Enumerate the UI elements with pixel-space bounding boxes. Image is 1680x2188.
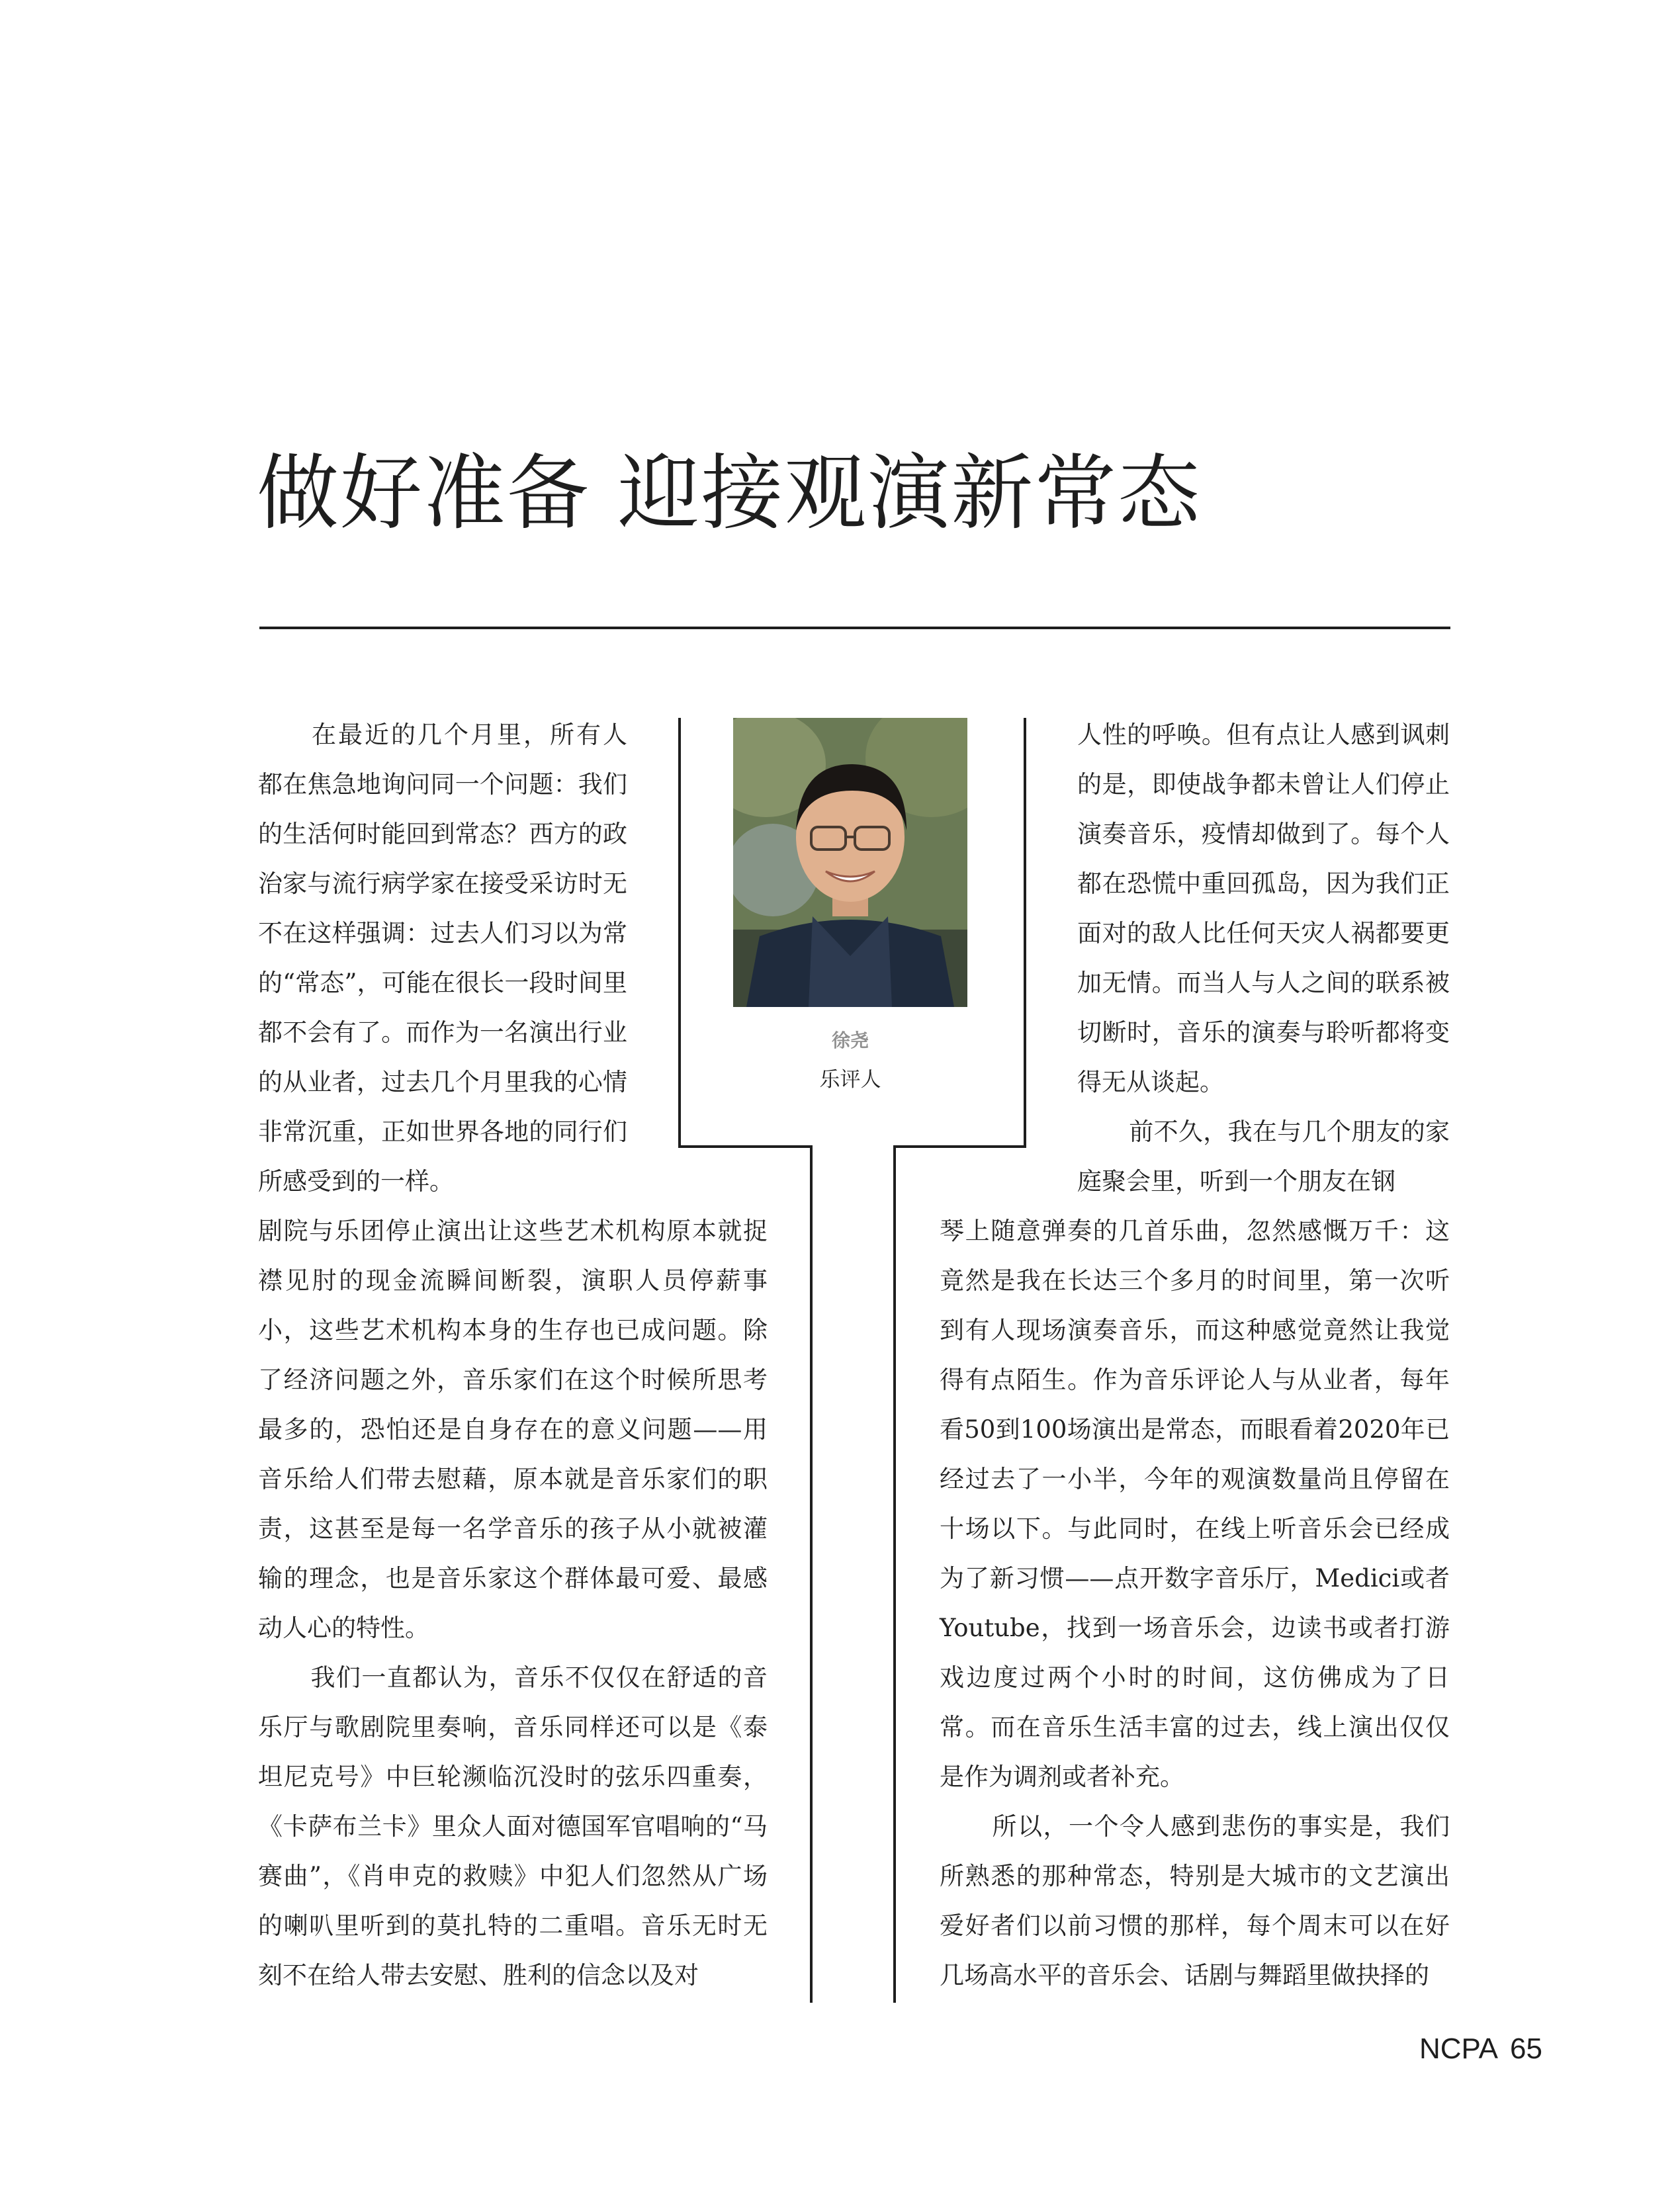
paragraph-2-text: 我们一直都认为，音乐不仅仅在舒适的音乐厅与歌剧院里奏响，音乐同样还可以是《泰坦尼克号》中巨轮濒临沉没时的弦乐四重奏，《卡萨布兰卡》里众人面对德国军官唱响的“马赛曲”，《肖申克的救赎》中犯人们忽然从广场的喇叭里听到的莫扎特的二重唱。音乐无时无刻不在给人带去安慰、胜利的信念以及对 — [258, 1663, 768, 1990]
paragraph-1-bottom — [258, 1206, 768, 1653]
paragraph-2-continued-text: 人性的呼唤。但有点让人感到讽刺的是，即使战争都未曾让人们停止演奏音乐，疫情却做到了。每个人都在恐慌中重回孤岛，因为我们正面对的敌人比任何天灾人祸都要更加无情。而当人与人之间的联系被切断时，音乐的演奏与聆听都将变得无从谈起。 — [1077, 721, 1450, 1096]
title-rule — [259, 627, 1450, 629]
author-frame-left-edge — [678, 718, 681, 1148]
author-frame-bottom-right — [893, 1145, 1026, 1148]
author-name: 徐尧 — [831, 1029, 869, 1051]
column-divider-left — [810, 1145, 813, 2003]
paragraph-2-continued — [1077, 710, 1450, 1107]
page-number: 65 — [1509, 2033, 1542, 2065]
column-divider-right — [893, 1145, 896, 2003]
page-footer — [1419, 2033, 1542, 2066]
author-role: 乐评人 — [819, 1068, 881, 1092]
paragraph-4 — [940, 1802, 1450, 2000]
author-frame-bottom-left — [678, 1145, 813, 1148]
publication-name: NCPA — [1419, 2033, 1498, 2065]
author-frame-right-edge — [1024, 718, 1026, 1148]
paragraph-1-bottom-text: 剧院与乐团停止演出让这些艺术机构原本就捉襟见肘的现金流瞬间断裂，演职人员停薪事小，这些艺术机构本身的生存也已成问题。除了经济问题之外，音乐家们在这个时候所思考最多的，恐怕还是自身存在的意义问题——用音乐给人们带去慰藉，原本就是音乐家们的职责，这甚至是每一名学音乐的孩子从小就被灌输的理念，也是音乐家这个群体最可爱、最感动人心的特性。 — [258, 1217, 768, 1642]
paragraph-1-top — [258, 710, 627, 1206]
author-portrait-illustration — [733, 718, 967, 1007]
article-title: 做好准备 迎接观演新常态 — [257, 446, 1202, 541]
author-photo — [733, 718, 967, 1007]
paragraph-2 — [258, 1653, 768, 2000]
paragraph-3-bottom — [940, 1206, 1450, 1802]
paragraph-3-top-text: 前不久，我在与几个朋友的家庭聚会里，听到一个朋友在钢 — [1077, 1117, 1450, 1196]
paragraph-1-top-text: 在最近的几个月里，所有人都在焦急地询问同一个问题：我们的生活何时能回到常态？西方的政治家与流行病学家在接受采访时无不在这样强调：过去人们习以为常的“常态”，可能在很长一段时间里都不会有了。而作为一名演出行业的从业者，过去几个月里我的心情非常沉重，正如世界各地的同行们所感受到的一样。 — [258, 721, 627, 1196]
paragraph-3-top — [1077, 1107, 1450, 1206]
paragraph-4-text: 所以，一个令人感到悲伤的事实是，我们所熟悉的那种常态，特别是大城市的文艺演出爱好者们以前习惯的那样，每个周末可以在好几场高水平的音乐会、话剧与舞蹈里做抉择的 — [940, 1812, 1450, 1990]
paragraph-3-bottom-text: 琴上随意弹奏的几首乐曲，忽然感慨万千：这竟然是我在长达三个多月的时间里，第一次听到有人现场演奏音乐，而这种感觉竟然让我觉得有点陌生。作为音乐评论人与从业者，每年看50到100场演出是常态，而眼看着2020年已经过去了一小半，今年的观演数量尚且停留在十场以下。与此同时，在线上听音乐会已经成为了新习惯——点开数字音乐厅，Medici或者Youtube，找到一场音乐会，边读书或者打游戏边度过两个小时的时间，这仿佛成为了日常。而在音乐生活丰富的过去，线上演出仅仅是作为调剂或者补充。 — [940, 1217, 1450, 1791]
